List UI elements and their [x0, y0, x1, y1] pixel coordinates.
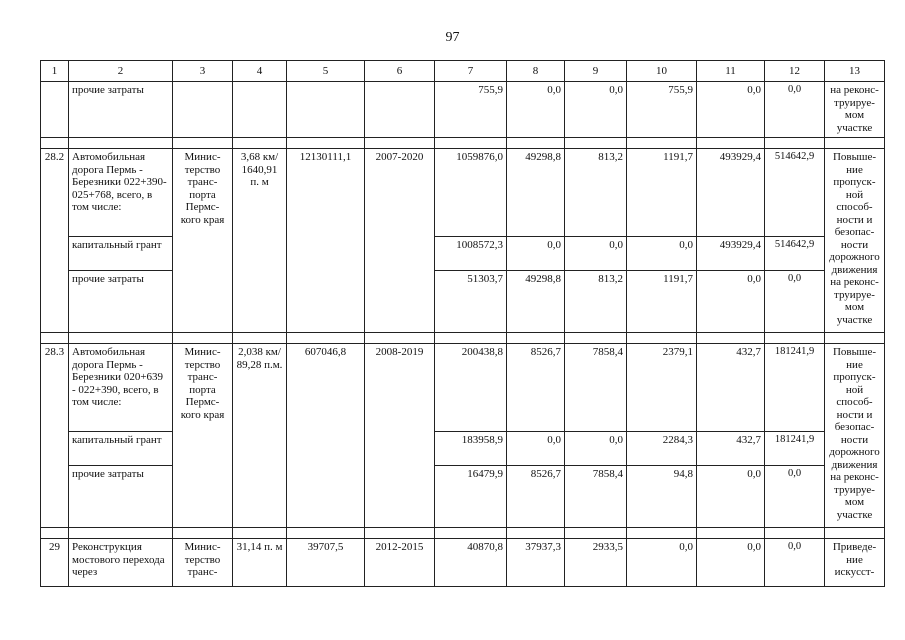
- cell-value: 183958,9: [435, 432, 507, 466]
- column-header: 8: [507, 61, 565, 82]
- cell-value: 0,0: [507, 432, 565, 466]
- cell-value: 8526,7: [507, 344, 565, 432]
- cell-empty: [173, 82, 233, 138]
- row-label: прочие затраты: [69, 82, 173, 138]
- table-row: [41, 432, 885, 466]
- cell-value: 7858,4: [565, 466, 627, 528]
- organization: Минис-терство транс-порта Пермс-кого края: [173, 344, 233, 528]
- item-number: 28.3: [41, 344, 69, 528]
- table-row: [41, 82, 885, 138]
- cell-empty: [41, 82, 69, 138]
- cell-value: 514642,9: [765, 237, 825, 271]
- cell-value: 0,0: [765, 466, 825, 528]
- cell-value: 0,0: [765, 271, 825, 333]
- period: 2008-2019: [365, 344, 435, 528]
- table-row: [41, 237, 885, 271]
- cell-value: 0,0: [765, 539, 825, 587]
- column-header: 12: [765, 61, 825, 82]
- cell-empty: [287, 82, 365, 138]
- cell-value: 2284,3: [627, 432, 697, 466]
- cell-value: 51303,7: [435, 271, 507, 333]
- column-header: 3: [173, 61, 233, 82]
- row-gap: [41, 528, 885, 539]
- cell-value: 181241,9: [765, 344, 825, 432]
- cell-value: 755,9: [435, 82, 507, 138]
- cell-value: 0,0: [765, 82, 825, 138]
- cell-value: 432,7: [697, 432, 765, 466]
- cell-value: 0,0: [507, 237, 565, 271]
- row-gap: [41, 333, 885, 344]
- cell-value: 0,0: [627, 237, 697, 271]
- cell-value: 1059876,0: [435, 149, 507, 237]
- cell-value: 493929,4: [697, 237, 765, 271]
- column-header: 9: [565, 61, 627, 82]
- cell-value: 813,2: [565, 149, 627, 237]
- cell-value: 200438,8: [435, 344, 507, 432]
- cell-value: 0,0: [565, 432, 627, 466]
- cell-value: 0,0: [565, 237, 627, 271]
- cell-value: 2379,1: [627, 344, 697, 432]
- cell-value: 40870,8: [435, 539, 507, 587]
- purpose-note: Повыше-ние пропуск-ной способ-ности и безопас-ности дорожного движения на реконс-труируе-мом участке: [825, 149, 885, 333]
- column-header: 5: [287, 61, 365, 82]
- row-label: прочие затраты: [69, 271, 173, 333]
- header-row: [41, 61, 885, 82]
- cell-value: 49298,8: [507, 149, 565, 237]
- cell-value: 0,0: [697, 466, 765, 528]
- table-row: [41, 539, 885, 587]
- cell-empty: [233, 82, 287, 138]
- total-cost: 39707,5: [287, 539, 365, 587]
- total-cost: 12130111,1: [287, 149, 365, 333]
- total-cost: 607046,8: [287, 344, 365, 528]
- column-header: 13: [825, 61, 885, 82]
- purpose-note: Повыше-ние пропуск-ной способ-ности и безопас-ности дорожного движения на реконс-труируе-мом участке: [825, 344, 885, 528]
- cell-value: 1008572,3: [435, 237, 507, 271]
- table-row: [41, 466, 885, 528]
- row-label: капитальный грант: [69, 432, 173, 466]
- purpose-note: на реконс-труируе-мом участке: [825, 82, 885, 138]
- column-header: 1: [41, 61, 69, 82]
- organization: Минис-терство транс-: [173, 539, 233, 587]
- row-gap: [41, 138, 885, 149]
- column-header: 7: [435, 61, 507, 82]
- cell-empty: [365, 82, 435, 138]
- cell-value: 493929,4: [697, 149, 765, 237]
- cell-value: 813,2: [565, 271, 627, 333]
- object-length: 2,038 км/ 89,28 п.м.: [233, 344, 287, 528]
- organization: Минис-терство транс-порта Пермс-кого края: [173, 149, 233, 333]
- cell-value: 16479,9: [435, 466, 507, 528]
- cell-value: 1191,7: [627, 149, 697, 237]
- object-name: Автомобильная дорога Пермь - Березники 020+639 - 022+390, всего, в том числе:: [69, 344, 173, 432]
- cell-value: 0,0: [627, 539, 697, 587]
- cell-value: 0,0: [697, 539, 765, 587]
- table-row: [41, 271, 885, 333]
- column-header: 2: [69, 61, 173, 82]
- cell-value: 94,8: [627, 466, 697, 528]
- cell-value: 0,0: [697, 271, 765, 333]
- item-number: 28.2: [41, 149, 69, 333]
- cell-value: 0,0: [565, 82, 627, 138]
- cell-value: 432,7: [697, 344, 765, 432]
- purpose-note: Приведе-ние искусст-: [825, 539, 885, 587]
- budget-table: [40, 60, 885, 587]
- table-row: [41, 149, 885, 237]
- cell-value: 755,9: [627, 82, 697, 138]
- column-header: 4: [233, 61, 287, 82]
- cell-value: 37937,3: [507, 539, 565, 587]
- object-name: Реконструкция мостового перехода через: [69, 539, 173, 587]
- cell-value: 0,0: [507, 82, 565, 138]
- cell-value: 8526,7: [507, 466, 565, 528]
- cell-value: 2933,5: [565, 539, 627, 587]
- column-header: 11: [697, 61, 765, 82]
- page-number: 97: [445, 30, 460, 45]
- cell-value: 181241,9: [765, 432, 825, 466]
- period: 2007-2020: [365, 149, 435, 333]
- row-label: капитальный грант: [69, 237, 173, 271]
- cell-value: 7858,4: [565, 344, 627, 432]
- cell-value: 0,0: [697, 82, 765, 138]
- table-row: [41, 344, 885, 432]
- item-number: 29: [41, 539, 69, 587]
- row-label: прочие затраты: [69, 466, 173, 528]
- object-length: 3,68 км/ 1640,91 п. м: [233, 149, 287, 333]
- period: 2012-2015: [365, 539, 435, 587]
- column-header: 10: [627, 61, 697, 82]
- object-name: Автомобильная дорога Пермь - Березники 022+390-025+768, всего, в том числе:: [69, 149, 173, 237]
- cell-value: 1191,7: [627, 271, 697, 333]
- object-length: 31,14 п. м: [233, 539, 287, 587]
- column-header: 6: [365, 61, 435, 82]
- cell-value: 49298,8: [507, 271, 565, 333]
- cell-value: 514642,9: [765, 149, 825, 237]
